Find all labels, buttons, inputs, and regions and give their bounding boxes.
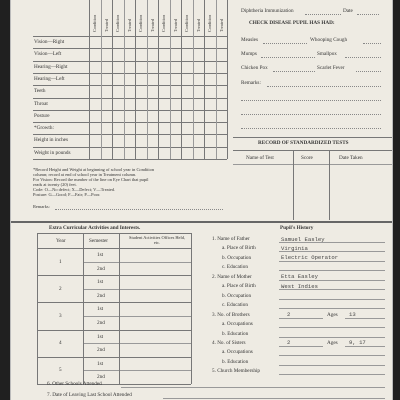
extra-semester-label: 1st xyxy=(97,306,104,313)
grid-row-label: Height in inches xyxy=(34,137,68,144)
disease-remarks-line-3 xyxy=(241,114,381,115)
tests-col-date: Date Taken xyxy=(339,155,363,161)
disease-remarks-line-2 xyxy=(241,100,381,101)
grid-rule xyxy=(33,147,227,148)
history-line xyxy=(279,337,385,338)
disease-smallpox: Smallpox xyxy=(317,51,337,57)
disease-line xyxy=(363,43,381,44)
grid-rule xyxy=(33,48,227,49)
history-value: West Indies xyxy=(281,282,318,290)
grid-row-label: Posture xyxy=(34,112,50,119)
history-label: 1. Name of Father xyxy=(212,236,250,242)
disease-measles: Measles xyxy=(241,37,258,43)
grid-col-header: Treated xyxy=(218,19,224,32)
extra-year-label: 3 xyxy=(59,313,62,319)
grid-col-header: Condition xyxy=(92,14,97,32)
history-label: 3. No. of Brothers xyxy=(212,311,250,318)
extra-semester-label: 1st xyxy=(97,279,104,286)
extra-year-label: 5 xyxy=(59,367,62,374)
other-schools-label: 6. Other Schools Attended xyxy=(47,381,102,387)
extra-semester-label: 1st xyxy=(97,360,104,367)
history-label: 4. No. of Sisters xyxy=(212,339,246,346)
grid-col-header: Treated xyxy=(103,19,109,32)
grid-col-header: Treated xyxy=(172,19,178,32)
disease-line xyxy=(263,43,307,44)
disease-scarlet-fever: Scarlet Fever xyxy=(317,65,345,71)
grid-col-rule xyxy=(181,0,182,159)
extra-rule xyxy=(83,343,191,344)
diphtheria-line xyxy=(305,14,341,15)
history-line xyxy=(279,365,385,366)
ages-value: 9, 17 xyxy=(349,338,366,346)
grid-col-rule xyxy=(193,0,194,159)
grid-col-header: Condition xyxy=(207,14,212,32)
history-line xyxy=(279,270,385,271)
history-value: Virginia xyxy=(281,244,308,252)
history-label: a. Occupations xyxy=(222,321,253,328)
extra-rule xyxy=(83,262,191,263)
disease-remarks-label: Remarks: xyxy=(241,80,261,86)
ages-value: 13 xyxy=(349,310,356,318)
extra-rule xyxy=(37,357,191,358)
grid-col-rule xyxy=(170,0,171,159)
ages-label: Ages xyxy=(327,339,338,346)
history-label: 5. Church Membership xyxy=(212,368,260,375)
extra-col-semester: Semester xyxy=(89,238,109,244)
extra-rule xyxy=(37,330,191,331)
extra-col-rule xyxy=(119,233,120,384)
grid-rule xyxy=(33,159,227,160)
disease-chicken-pox: Chicken Pox xyxy=(241,65,268,71)
leaving-date-label: 7. Date of Leaving Last School Attended xyxy=(47,392,132,398)
leaving-date-line xyxy=(163,398,385,399)
ages-line xyxy=(345,346,385,347)
grid-row-label: Throat xyxy=(34,100,48,107)
extra-col-rule xyxy=(37,233,38,384)
extra-rule xyxy=(37,302,191,303)
other-schools-line xyxy=(121,387,385,388)
grid-row-label: Vision—Right xyxy=(34,39,65,45)
tests-heading: RECORD OF STANDARDIZED TESTS xyxy=(258,140,349,146)
history-label: b. Occupation xyxy=(222,254,252,261)
grid-col-rule xyxy=(216,0,217,159)
tests-top-rule xyxy=(233,137,392,138)
history-value: Electric Operator xyxy=(281,254,339,262)
section-divider xyxy=(11,221,392,223)
history-line xyxy=(279,299,385,300)
extra-year-label: 4 xyxy=(59,340,62,347)
notes-remarks-line xyxy=(55,209,223,210)
disease-mumps: Mumps xyxy=(241,51,257,57)
tests-divider xyxy=(293,150,294,220)
disease-line xyxy=(356,71,381,72)
grid-col-header: Treated xyxy=(195,19,201,32)
grid-col-rule xyxy=(227,0,228,159)
extra-rule xyxy=(83,316,191,317)
disease-remarks-line-4 xyxy=(241,128,381,129)
history-line xyxy=(279,327,385,328)
extra-rule xyxy=(37,275,191,276)
extra-heading: Extra Curricular Activities and Interests. xyxy=(49,225,141,231)
grid-rule xyxy=(33,122,227,123)
history-line xyxy=(279,318,323,319)
grid-rule xyxy=(33,134,227,135)
disease-whooping-cough: Whooping Cough xyxy=(310,37,348,43)
extra-col-rule xyxy=(83,233,84,384)
grid-col-rule xyxy=(204,0,205,159)
tests-divider xyxy=(329,150,330,220)
extra-col-activities: Student Activities Offices Held, etc. xyxy=(129,235,186,245)
extra-semester-label: 2nd xyxy=(97,347,105,354)
grid-col-rule xyxy=(101,0,102,159)
grid-row-label: Vision—Left xyxy=(34,51,62,58)
history-value: 2 xyxy=(287,311,291,319)
diphtheria-date-line xyxy=(357,14,379,15)
disease-remarks-line xyxy=(267,86,381,87)
history-line xyxy=(279,355,385,356)
disease-line xyxy=(261,57,315,58)
note-line: Code: O—No defect; X—Defect; V—Treated. xyxy=(33,187,116,192)
grid-row-label: Hearing—Left xyxy=(34,75,65,82)
extra-year-label: 2 xyxy=(59,285,62,292)
grid-col-rule xyxy=(135,0,136,159)
grid-row-label: Teeth xyxy=(34,88,46,95)
grid-row-label: Hearing—Right xyxy=(34,63,68,70)
history-label: a. Occupations xyxy=(222,349,253,356)
extra-year-label: 1 xyxy=(59,258,62,265)
extra-semester-label: 2nd xyxy=(97,320,105,326)
history-label: c. Education xyxy=(222,302,248,309)
grid-col-header: Treated xyxy=(126,19,132,32)
grid-row-label: *Growth: xyxy=(34,125,54,132)
extra-rule xyxy=(83,289,191,290)
extra-semester-label: 2nd xyxy=(97,292,105,299)
note-line: Posture: G—Good; F—Fair; P—Poor. xyxy=(33,192,101,197)
grid-row-label: Weight in pounds xyxy=(34,149,71,156)
disease-heading: CHECK DISEASE PUPIL HAS HAD: xyxy=(249,20,335,26)
grid-col-rule xyxy=(158,0,159,159)
extra-rule xyxy=(37,248,191,249)
extra-semester-label: 1st xyxy=(97,333,104,340)
grid-rule xyxy=(33,73,227,74)
note-line: *Record Height and Weight at beginning of school year in Condition xyxy=(33,167,155,172)
extra-rule xyxy=(83,370,191,371)
history-label: b. Education xyxy=(222,330,249,337)
diphtheria-date-label: Date xyxy=(343,8,353,14)
grid-rule xyxy=(33,98,227,99)
tests-col-name: Name of Test xyxy=(246,155,274,161)
grid-col-header: Condition xyxy=(115,14,120,32)
disease-line xyxy=(345,57,381,58)
note-line: reads at twenty (20) feet. xyxy=(33,182,77,187)
tests-header-rule xyxy=(233,164,392,165)
grid-col-header: Condition xyxy=(138,14,143,32)
note-line: For Vision: Record the number of the line on Eye Chart that pupil xyxy=(33,177,149,182)
grid-col-rule xyxy=(147,0,148,159)
history-line xyxy=(279,346,323,347)
history-value: Etta Easley xyxy=(281,273,318,281)
note-line: column; record at end of school year in Treatment column. xyxy=(33,172,137,177)
grid-col-header: Condition xyxy=(184,14,189,32)
extra-col-year: Year xyxy=(56,238,66,244)
grid-rule xyxy=(33,110,227,111)
extra-semester-label: 2nd xyxy=(97,374,105,381)
history-line xyxy=(279,374,385,375)
history-value: Samuel Easley xyxy=(281,235,325,243)
grid-col-rule xyxy=(112,0,113,159)
grid-notes xyxy=(33,167,154,197)
history-heading: Pupil's History xyxy=(280,225,314,231)
tests-heading-rule xyxy=(233,150,392,151)
history-label: 2. Name of Mother xyxy=(212,273,252,280)
grid-rule xyxy=(33,85,227,86)
history-label: a. Place of Birth xyxy=(222,245,256,252)
tests-col-score: Score xyxy=(301,155,313,161)
diphtheria-label: Diphtheria Immunization xyxy=(241,8,294,14)
grid-rule xyxy=(33,36,227,37)
grid-col-rule xyxy=(124,0,125,159)
grid-rule xyxy=(33,61,227,62)
history-label: a. Place of Birth xyxy=(222,283,256,290)
history-value: 2 xyxy=(287,339,291,347)
extra-rule xyxy=(37,233,191,234)
ages-label: Ages xyxy=(327,311,338,318)
extra-semester-label: 2nd xyxy=(97,265,105,272)
extra-col-rule xyxy=(191,233,192,384)
disease-line xyxy=(273,71,315,72)
grid-col-rule xyxy=(89,0,90,159)
ages-line xyxy=(345,318,385,319)
extra-semester-label: 1st xyxy=(97,252,104,258)
history-label: b. Education xyxy=(222,358,249,365)
history-label: b. Occupation xyxy=(222,292,252,299)
grid-col-header: Condition xyxy=(161,14,166,32)
grid-col-header: Treated xyxy=(149,19,155,32)
record-card xyxy=(10,0,393,400)
notes-remarks-label: Remarks: xyxy=(33,204,50,209)
history-line xyxy=(279,308,385,309)
history-label: c. Education xyxy=(222,264,248,271)
